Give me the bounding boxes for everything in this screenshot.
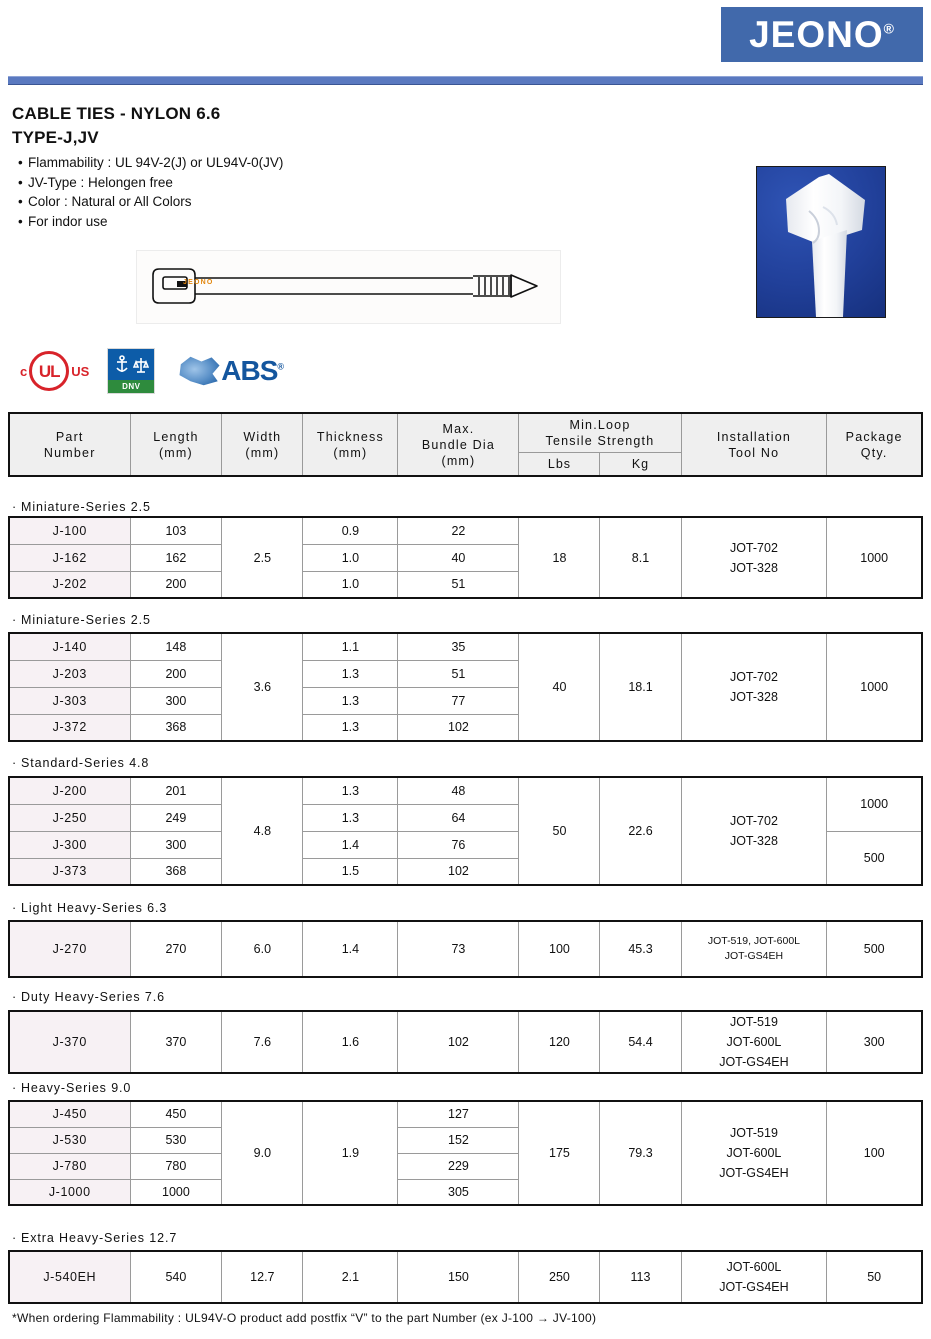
cell-thickness: 1.5 bbox=[303, 858, 398, 885]
spec-table-2 bbox=[8, 776, 923, 886]
cell-bundle-dia: 152 bbox=[398, 1127, 519, 1153]
cell-bundle-dia: 64 bbox=[398, 804, 519, 831]
ul-prefix: c bbox=[20, 363, 28, 379]
bullet-icon: · bbox=[12, 756, 18, 770]
scales-icon bbox=[133, 355, 149, 375]
cell-thickness: 1.0 bbox=[303, 571, 398, 598]
cell-installation-tool: JOT-600L JOT-GS4EH bbox=[681, 1251, 827, 1303]
spec-table-6 bbox=[8, 1250, 923, 1304]
col-length: Length (mm) bbox=[153, 429, 199, 460]
cell-length: 300 bbox=[130, 831, 222, 858]
abs-icon bbox=[173, 350, 287, 392]
cell-thickness: 0.9 bbox=[303, 517, 398, 544]
page-subtitle: TYPE-J,JV bbox=[12, 128, 99, 147]
col-part-number: Part Number bbox=[43, 429, 96, 460]
series-label-4: · Duty Heavy-Series 7.6 bbox=[12, 990, 165, 1004]
cell-package-qty: 50 bbox=[827, 1251, 922, 1303]
cell-part-number: J-100 bbox=[9, 517, 130, 544]
table-row bbox=[9, 517, 922, 544]
spec-table-0 bbox=[8, 516, 923, 599]
list-item: • Flammability : UL 94V-2(J) or UL94V-0(JV) bbox=[18, 153, 283, 173]
cell-package-qty: 300 bbox=[827, 1011, 922, 1073]
cell-thickness: 1.3 bbox=[303, 714, 398, 741]
cell-part-number: J-200 bbox=[9, 777, 130, 804]
bullet-icon: · bbox=[12, 1231, 18, 1245]
cell-thickness: 1.1 bbox=[303, 633, 398, 660]
cell-bundle-dia: 127 bbox=[398, 1101, 519, 1127]
cable-tie-illustration bbox=[137, 251, 558, 321]
cell-bundle-dia: 305 bbox=[398, 1179, 519, 1205]
brand-logo bbox=[721, 7, 923, 62]
cell-installation-tool: JOT-519 JOT-600L JOT-GS4EH bbox=[681, 1101, 827, 1205]
list-item: • For indor use bbox=[18, 212, 283, 232]
certification-logos bbox=[20, 348, 287, 394]
cell-part-number: J-540EH bbox=[9, 1251, 130, 1303]
cell-length: 540 bbox=[130, 1251, 222, 1303]
asterisk-icon: * bbox=[12, 1311, 17, 1325]
spec-table-3 bbox=[8, 920, 923, 978]
cell-width: 2.5 bbox=[222, 517, 303, 598]
cell-thickness: 1.9 bbox=[303, 1101, 398, 1205]
table-row bbox=[9, 1251, 922, 1303]
registered-mark: ® bbox=[883, 20, 895, 37]
cell-bundle-dia: 150 bbox=[398, 1251, 519, 1303]
cell-package-qty: 500 bbox=[827, 921, 922, 977]
series-label-1: · Miniature-Series 2.5 bbox=[12, 613, 151, 627]
table-row bbox=[9, 633, 922, 660]
cell-package-qty: 1000 bbox=[827, 633, 922, 741]
cell-bundle-dia: 102 bbox=[398, 714, 519, 741]
series-label-5: · Heavy-Series 9.0 bbox=[12, 1081, 132, 1095]
cell-bundle-dia: 48 bbox=[398, 777, 519, 804]
cell-length: 1000 bbox=[130, 1179, 222, 1205]
table-header bbox=[8, 412, 923, 477]
list-item: • JV-Type : Helongen free bbox=[18, 173, 283, 193]
cell-bundle-dia: 76 bbox=[398, 831, 519, 858]
bullet-icon: · bbox=[12, 990, 18, 1004]
brand-name: JEONO® bbox=[749, 14, 895, 55]
cell-width: 3.6 bbox=[222, 633, 303, 741]
cell-thickness: 1.6 bbox=[303, 1011, 398, 1073]
cell-part-number: J-303 bbox=[9, 687, 130, 714]
cell-package-qty: 1000 bbox=[827, 517, 922, 598]
cell-bundle-dia: 102 bbox=[398, 1011, 519, 1073]
table-header-row bbox=[9, 413, 922, 453]
cell-installation-tool: JOT-702 JOT-328 bbox=[681, 517, 827, 598]
cell-tensile-lbs: 250 bbox=[519, 1251, 600, 1303]
cell-tensile-kg: 54.4 bbox=[600, 1011, 681, 1073]
ul-suffix: US bbox=[71, 363, 90, 379]
cell-length: 270 bbox=[130, 921, 222, 977]
cell-length: 300 bbox=[130, 687, 222, 714]
cell-length: 450 bbox=[130, 1101, 222, 1127]
col-thickness: Thickness (mm) bbox=[316, 429, 384, 460]
cable-tie-photo-shape bbox=[757, 167, 885, 317]
cell-tensile-lbs: 175 bbox=[519, 1101, 600, 1205]
header-divider bbox=[8, 76, 923, 85]
dnv-icon bbox=[107, 348, 155, 394]
cell-part-number: J-372 bbox=[9, 714, 130, 741]
cell-thickness: 2.1 bbox=[303, 1251, 398, 1303]
cell-installation-tool: JOT-519 JOT-600L JOT-GS4EH bbox=[681, 1011, 827, 1073]
cell-length: 162 bbox=[130, 544, 222, 571]
cell-part-number: J-300 bbox=[9, 831, 130, 858]
cell-thickness: 1.3 bbox=[303, 777, 398, 804]
col-kg: Kg bbox=[631, 457, 650, 471]
cell-tensile-kg: 113 bbox=[600, 1251, 681, 1303]
cell-tensile-lbs: 50 bbox=[519, 777, 600, 885]
cell-package-qty: 1000 bbox=[827, 777, 922, 831]
cell-part-number: J-450 bbox=[9, 1101, 130, 1127]
product-photo bbox=[756, 166, 886, 318]
abs-registered-mark: ® bbox=[277, 361, 284, 372]
abs-eagle-icon bbox=[177, 354, 221, 388]
cell-length: 200 bbox=[130, 571, 222, 598]
cell-part-number: J-780 bbox=[9, 1153, 130, 1179]
cell-part-number: J-162 bbox=[9, 544, 130, 571]
col-bundle-dia: Max. Bundle Dia (mm) bbox=[421, 421, 496, 468]
cell-part-number: J-202 bbox=[9, 571, 130, 598]
cell-tensile-lbs: 40 bbox=[519, 633, 600, 741]
bullet-icon: • bbox=[18, 213, 23, 229]
cell-thickness: 1.4 bbox=[303, 921, 398, 977]
cell-thickness: 1.3 bbox=[303, 687, 398, 714]
cell-width: 4.8 bbox=[222, 777, 303, 885]
cell-bundle-dia: 40 bbox=[398, 544, 519, 571]
ul-icon bbox=[20, 351, 89, 391]
bullet-icon: · bbox=[12, 613, 18, 627]
bullet-icon: · bbox=[12, 901, 18, 915]
cell-length: 103 bbox=[130, 517, 222, 544]
cell-width: 7.6 bbox=[222, 1011, 303, 1073]
cell-part-number: J-140 bbox=[9, 633, 130, 660]
cell-installation-tool: JOT-702 JOT-328 bbox=[681, 633, 827, 741]
cell-thickness: 1.0 bbox=[303, 544, 398, 571]
dnv-emblem bbox=[108, 349, 154, 380]
series-label-3: · Light Heavy-Series 6.3 bbox=[12, 901, 168, 915]
cell-thickness: 1.3 bbox=[303, 804, 398, 831]
cell-bundle-dia: 102 bbox=[398, 858, 519, 885]
cell-tensile-lbs: 100 bbox=[519, 921, 600, 977]
cell-length: 148 bbox=[130, 633, 222, 660]
cell-tensile-kg: 8.1 bbox=[600, 517, 681, 598]
bullet-icon: · bbox=[12, 500, 18, 514]
cell-part-number: J-250 bbox=[9, 804, 130, 831]
cell-bundle-dia: 229 bbox=[398, 1153, 519, 1179]
cell-bundle-dia: 51 bbox=[398, 660, 519, 687]
cell-length: 780 bbox=[130, 1153, 222, 1179]
drawing-brand-label: JEONO bbox=[183, 279, 214, 286]
cell-length: 368 bbox=[130, 714, 222, 741]
spec-table-4 bbox=[8, 1010, 923, 1074]
cell-package-qty: 500 bbox=[827, 831, 922, 885]
cell-length: 201 bbox=[130, 777, 222, 804]
table-row bbox=[9, 777, 922, 804]
cell-installation-tool: JOT-702 JOT-328 bbox=[681, 777, 827, 885]
cell-thickness: 1.3 bbox=[303, 660, 398, 687]
page-title: CABLE TIES - NYLON 6.6 bbox=[12, 104, 221, 123]
cell-tensile-lbs: 18 bbox=[519, 517, 600, 598]
col-package-qty: Package Qty. bbox=[845, 429, 903, 460]
cell-installation-tool: JOT-519, JOT-600L JOT-GS4EH bbox=[681, 921, 827, 977]
col-installation-tool: Installation Tool No bbox=[716, 429, 792, 460]
cell-length: 249 bbox=[130, 804, 222, 831]
dnv-label: DNV bbox=[108, 380, 154, 393]
cell-length: 370 bbox=[130, 1011, 222, 1073]
cell-part-number: J-1000 bbox=[9, 1179, 130, 1205]
cell-bundle-dia: 35 bbox=[398, 633, 519, 660]
cell-tensile-kg: 22.6 bbox=[600, 777, 681, 885]
footnote: *When ordering Flammability : UL94V-O product add postfix “V” to the part Number (ex J-100 → JV-100) bbox=[12, 1311, 597, 1325]
cell-part-number: J-270 bbox=[9, 921, 130, 977]
list-item: • Color : Natural or All Colors bbox=[18, 192, 283, 212]
cell-length: 368 bbox=[130, 858, 222, 885]
bullet-icon: • bbox=[18, 155, 23, 170]
col-lbs: Lbs bbox=[547, 457, 572, 471]
cell-tensile-kg: 79.3 bbox=[600, 1101, 681, 1205]
bullet-icon: · bbox=[12, 1081, 18, 1095]
ul-mark: UL bbox=[29, 351, 69, 391]
table-row bbox=[9, 921, 922, 977]
cell-bundle-dia: 77 bbox=[398, 687, 519, 714]
cell-tensile-kg: 18.1 bbox=[600, 633, 681, 741]
anchor-icon bbox=[114, 355, 130, 375]
series-label-0: · Miniature-Series 2.5 bbox=[12, 500, 151, 514]
table-row bbox=[9, 1101, 922, 1127]
bullet-icon: • bbox=[18, 194, 23, 209]
cell-thickness: 1.4 bbox=[303, 831, 398, 858]
spec-table-1 bbox=[8, 632, 923, 742]
cell-length: 530 bbox=[130, 1127, 222, 1153]
cell-part-number: J-530 bbox=[9, 1127, 130, 1153]
abs-label: ABS® bbox=[221, 355, 284, 386]
series-label-6: · Extra Heavy-Series 12.7 bbox=[12, 1231, 178, 1245]
col-tensile-strength: Min.Loop Tensile Strength bbox=[545, 418, 655, 448]
cell-part-number: J-370 bbox=[9, 1011, 130, 1073]
spec-bullet-list bbox=[18, 153, 283, 231]
cell-tensile-lbs: 120 bbox=[519, 1011, 600, 1073]
cell-width: 6.0 bbox=[222, 921, 303, 977]
col-width: Width (mm) bbox=[243, 429, 282, 460]
cell-package-qty: 100 bbox=[827, 1101, 922, 1205]
table-row bbox=[9, 1011, 922, 1073]
cell-length: 200 bbox=[130, 660, 222, 687]
cell-bundle-dia: 22 bbox=[398, 517, 519, 544]
cell-width: 9.0 bbox=[222, 1101, 303, 1205]
spec-table-5 bbox=[8, 1100, 923, 1206]
cable-tie-drawing bbox=[136, 250, 561, 324]
series-label-2: · Standard-Series 4.8 bbox=[12, 756, 150, 770]
cell-width: 12.7 bbox=[222, 1251, 303, 1303]
cell-bundle-dia: 51 bbox=[398, 571, 519, 598]
cell-part-number: J-203 bbox=[9, 660, 130, 687]
cell-bundle-dia: 73 bbox=[398, 921, 519, 977]
bullet-icon: • bbox=[18, 174, 23, 190]
cell-part-number: J-373 bbox=[9, 858, 130, 885]
cell-tensile-kg: 45.3 bbox=[600, 921, 681, 977]
